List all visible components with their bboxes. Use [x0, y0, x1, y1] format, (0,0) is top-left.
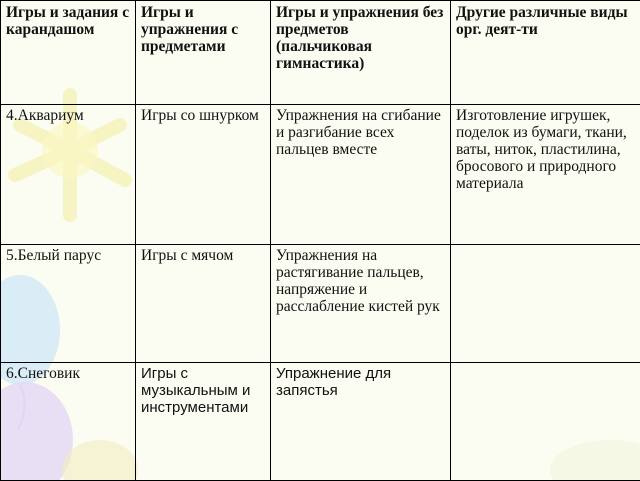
table-cell: Изготовление игрушек, поделок из бумаги, ткани, ваты, ниток, пластилина, бросового и природного материала: [451, 105, 640, 245]
table-cell: Игры с музыкальным и инструментами: [136, 363, 271, 481]
table-row: [1, 245, 640, 363]
header-cell: Игры и упражнения без предметов (пальчиковая гимнастика): [271, 1, 451, 105]
table-cell: 4.Аквариум: [1, 105, 136, 245]
header-cell: Игры и упражнения с предметами: [136, 1, 271, 105]
table-row: [1, 363, 640, 481]
table-cell: Упражнение для запястья: [271, 363, 451, 481]
table-cell: Игры со шнурком: [136, 105, 271, 245]
header-cell: Игры и задания с карандашом: [1, 1, 136, 105]
table-cell: Упражнения на сгибание и разгибание всех пальцев вместе: [271, 105, 451, 245]
table-cell: 5.Белый парус: [1, 245, 136, 363]
header-cell: Другие различные виды орг. деят-ти: [451, 1, 640, 105]
table-cell: Упражнения на растягивание пальцев, напряжение и расслабление кистей рук: [271, 245, 451, 363]
table-cell: [451, 245, 640, 363]
table-header-row: [1, 1, 640, 105]
table-row: [1, 105, 640, 245]
table-cell: 6.Снеговик: [1, 363, 136, 481]
table-cell: Игры с мячом: [136, 245, 271, 363]
table-cell: [451, 363, 640, 481]
